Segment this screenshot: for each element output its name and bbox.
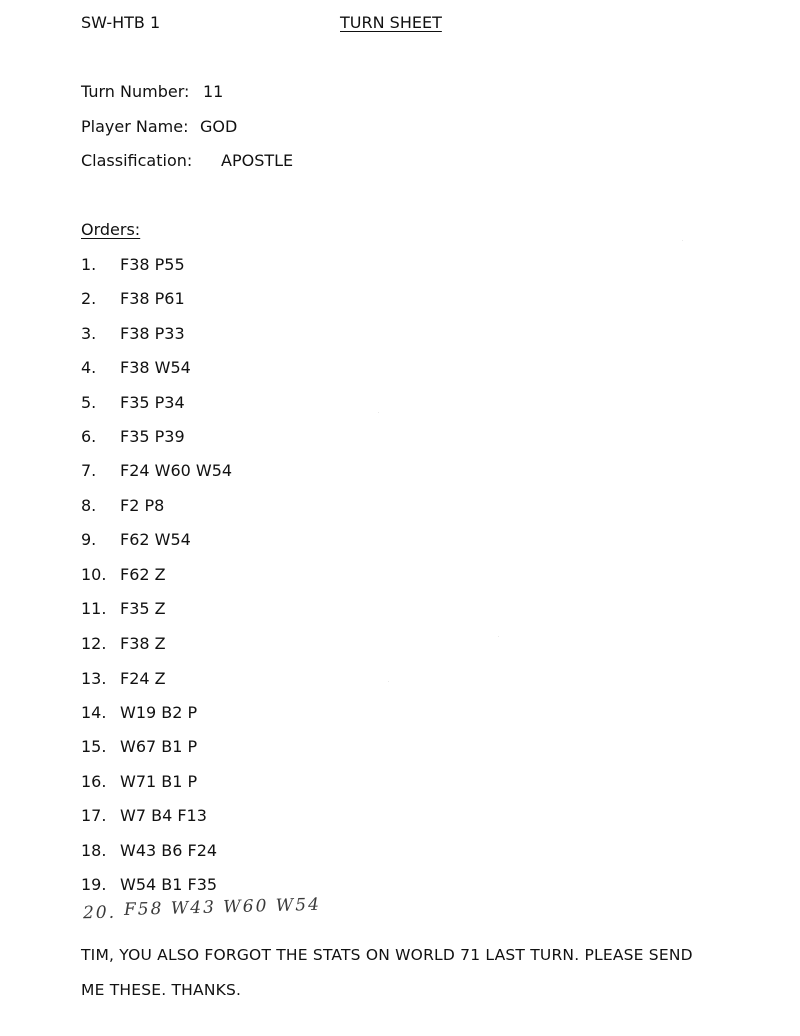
order-text: W7 B4 F13 <box>120 806 207 825</box>
note-line-2: ME THESE. THANKS. <box>81 981 242 999</box>
order-text: F62 Z <box>120 565 166 584</box>
order-text: F38 P55 <box>120 255 185 274</box>
order-number: 2. <box>81 289 97 308</box>
orders-heading: Orders: <box>81 220 141 239</box>
order-number: 16. <box>81 772 107 791</box>
order-number: 6. <box>81 427 97 446</box>
order-text: F38 W54 <box>120 358 191 377</box>
order-text: F38 P33 <box>120 324 185 343</box>
order-number: 4. <box>81 358 97 377</box>
order-text: F38 P61 <box>120 289 185 308</box>
order-number: 14. <box>81 703 107 722</box>
note-line-1: TIM, YOU ALSO FORGOT THE STATS ON WORLD 71 LAST TURN. PLEASE SEND <box>81 946 693 964</box>
order-text: W54 B1 F35 <box>120 875 218 894</box>
order-text: F35 P34 <box>120 393 185 412</box>
sheet-title: TURN SHEET <box>340 13 442 32</box>
player-name-value: GOD <box>200 117 238 136</box>
order-number: 12. <box>81 634 107 653</box>
order-text: W43 B6 F24 <box>120 841 218 860</box>
order-number: 15. <box>81 737 107 756</box>
order-number: 13. <box>81 669 107 688</box>
order-number: 1. <box>81 255 97 274</box>
order-number: 7. <box>81 461 97 480</box>
order-number: 17. <box>81 806 107 825</box>
order-number: 11. <box>81 599 107 618</box>
order-number: 18. <box>81 841 107 860</box>
order-text: F62 W54 <box>120 530 191 549</box>
order-text: F24 W60 W54 <box>120 461 233 480</box>
scan-speck <box>682 240 683 241</box>
handwritten-order-number: 20. <box>82 902 117 924</box>
turn-number-value: 11 <box>203 82 224 101</box>
order-text: F2 P8 <box>120 496 165 515</box>
order-text: W67 B1 P <box>120 737 198 756</box>
order-text: W71 B1 P <box>120 772 198 791</box>
scan-speck <box>378 412 379 413</box>
classification-label: Classification: <box>81 151 193 170</box>
classification-value: APOSTLE <box>221 151 294 170</box>
order-number: 3. <box>81 324 97 343</box>
game-id: SW-HTB 1 <box>81 13 161 32</box>
player-name-label: Player Name: <box>81 117 189 136</box>
turn-number-label: Turn Number: <box>81 82 190 101</box>
order-text: F24 Z <box>120 669 166 688</box>
order-text: F35 Z <box>120 599 166 618</box>
order-number: 10. <box>81 565 107 584</box>
order-text: F35 P39 <box>120 427 185 446</box>
order-text: W19 B2 P <box>120 703 198 722</box>
order-number: 19. <box>81 875 107 894</box>
order-number: 9. <box>81 530 97 549</box>
order-number: 8. <box>81 496 97 515</box>
handwritten-order-text: F58 W43 W60 W54 <box>123 894 322 920</box>
scan-speck <box>498 636 499 637</box>
scan-speck <box>388 681 389 682</box>
order-number: 5. <box>81 393 97 412</box>
order-text: F38 Z <box>120 634 166 653</box>
